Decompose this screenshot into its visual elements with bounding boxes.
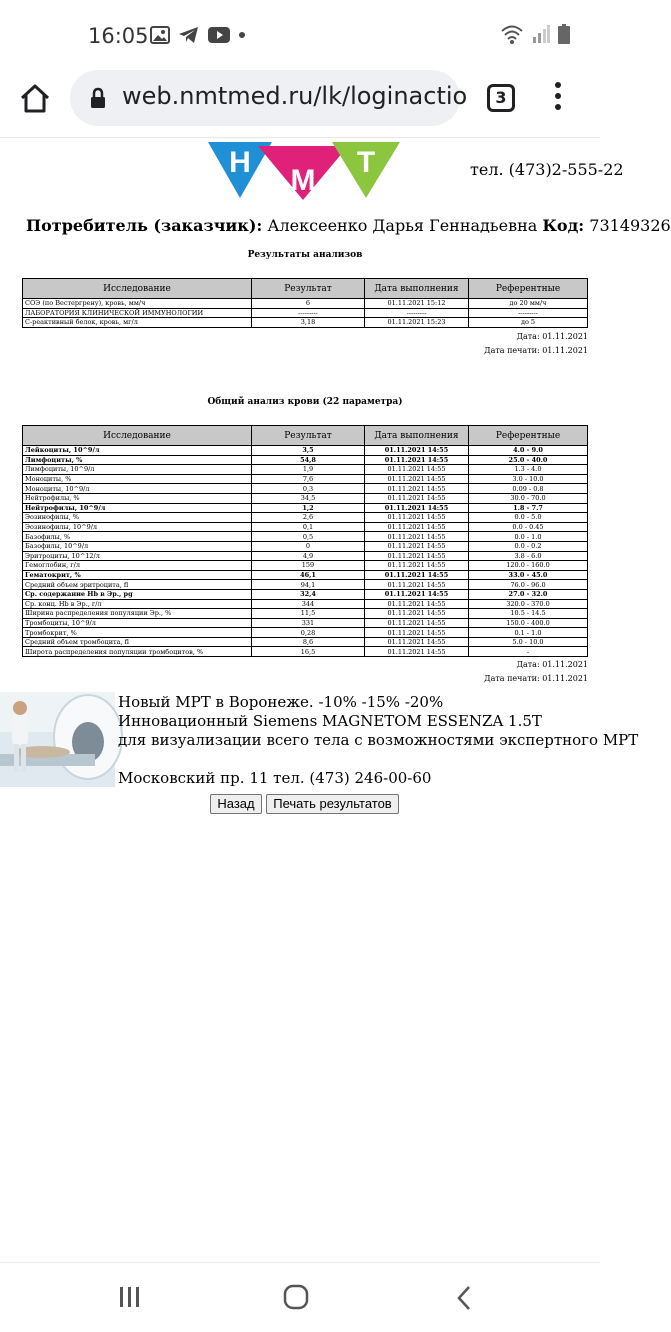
- cell-result: 1,2: [252, 503, 365, 513]
- cell-study: Моноциты, 10^9/л: [23, 484, 252, 494]
- table-row: [23, 618, 588, 628]
- cell-result: 16,5: [252, 647, 365, 657]
- cell-reference: 4.0 - 9.0: [469, 446, 588, 456]
- cell-reference: 30.0 - 70.0: [469, 493, 588, 503]
- table-row: [23, 493, 588, 503]
- table-row: [23, 299, 588, 309]
- cell-date: 01.11.2021 14:55: [365, 609, 469, 619]
- cell-study: Моноциты, %: [23, 474, 252, 484]
- url-text[interactable]: web.nmtmed.ru/lk/loginactio: [122, 82, 468, 110]
- patient-line: [26, 216, 671, 235]
- cell-study: Ср. содержание Hb в Эр., pg: [23, 589, 252, 599]
- table-row: [23, 570, 588, 580]
- cell-reference: -: [469, 647, 588, 657]
- cell-date: 01.11.2021 14:55: [365, 618, 469, 628]
- cell-date: 01.11.2021 14:55: [365, 599, 469, 609]
- logo-letter-m: М: [290, 164, 316, 197]
- section2-date: Дата: 01.11.2021: [516, 660, 588, 669]
- cell-date: 01.11.2021 14:55: [365, 580, 469, 590]
- cell-date: 01.11.2021 14:55: [365, 589, 469, 599]
- cell-date: 01.11.2021 14:55: [365, 465, 469, 475]
- cell-result: 8,6: [252, 637, 365, 647]
- cell-reference: 0.1 - 1.0: [469, 628, 588, 638]
- col-header-study: Исследование: [23, 279, 252, 299]
- cell-study: Лимфоциты, 10^9/л: [23, 465, 252, 475]
- dot-icon: [238, 31, 246, 39]
- cell-reference: 33.0 - 45.0: [469, 570, 588, 580]
- tab-switcher-button[interactable]: 3: [487, 84, 515, 112]
- youtube-icon: [208, 27, 230, 43]
- cell-result: 159: [252, 561, 365, 571]
- col-header-reference: Референтные: [469, 279, 588, 299]
- back-button[interactable]: Назад: [210, 794, 262, 814]
- cell-date: 01.11.2021 15:23: [365, 318, 469, 328]
- cell-reference: до 5: [469, 318, 588, 328]
- code-value: 73149326: [589, 216, 671, 235]
- patient-name: Алексеенко Дарья Геннадьевна: [267, 216, 538, 235]
- cell-study: Гемоглобин, г/л: [23, 561, 252, 571]
- cell-reference: 120.0 - 160.0: [469, 561, 588, 571]
- cell-study: Широта распределения популяции тромбоцитов, %: [23, 647, 252, 657]
- table-row: [23, 474, 588, 484]
- cell-reference: до 20 мм/ч: [469, 299, 588, 309]
- cell-result: 0: [252, 541, 365, 551]
- cell-result: 0,28: [252, 628, 365, 638]
- cell-reference: 1.8 - 7.7: [469, 503, 588, 513]
- cell-result: 1,9: [252, 465, 365, 475]
- cell-reference: 320.0 - 370.0: [469, 599, 588, 609]
- cell-result: 4,9: [252, 551, 365, 561]
- cell-result: ---------: [252, 308, 365, 318]
- browser-toolbar: [0, 70, 600, 138]
- table-row: [23, 465, 588, 475]
- cell-study: ЛАБОРАТОРИЯ КЛИНИЧЕСКОЙ ИММУНОЛОГИИ: [23, 308, 252, 318]
- cell-reference: 0.0 - 1.0: [469, 532, 588, 542]
- home-nav-icon[interactable]: [283, 1284, 309, 1310]
- wifi-icon: [500, 24, 524, 44]
- cell-reference: 0.0 - 0.2: [469, 541, 588, 551]
- cell-study: Тромбоциты, 10^9/л: [23, 618, 252, 628]
- cell-date: 01.11.2021 14:55: [365, 570, 469, 580]
- cell-study: Нейтрофилы, 10^9/л: [23, 503, 252, 513]
- cell-date: 01.11.2021 14:55: [365, 513, 469, 523]
- cell-study: Средний объем эритроцита, fl: [23, 580, 252, 590]
- table-row: [23, 513, 588, 523]
- recent-apps-icon[interactable]: [118, 1285, 142, 1309]
- table-row: [23, 637, 588, 647]
- cell-result: 34,5: [252, 493, 365, 503]
- cell-date: 01.11.2021 14:55: [365, 493, 469, 503]
- patient-label: Потребитель (заказчик):: [26, 216, 263, 235]
- table-row: [23, 561, 588, 571]
- table-row: [23, 551, 588, 561]
- cell-study: Ср. конц. Hb в Эр., г/л: [23, 599, 252, 609]
- cell-study: Лимфоциты, %: [23, 455, 252, 465]
- cell-result: 54,8: [252, 455, 365, 465]
- cell-result: 11,5: [252, 609, 365, 619]
- table-row: [23, 446, 588, 456]
- logo-letter-t: Т: [356, 146, 376, 179]
- cell-reference: 0.0 - 0.45: [469, 522, 588, 532]
- table-row: [23, 541, 588, 551]
- cell-reference: 0.0 - 5.0: [469, 513, 588, 523]
- mri-ad-image[interactable]: [0, 692, 115, 787]
- battery-icon: [558, 24, 570, 44]
- cell-date: 01.11.2021 15:12: [365, 299, 469, 309]
- cell-result: 344: [252, 599, 365, 609]
- table-row: [23, 599, 588, 609]
- cell-study: СОЭ (по Вестергрену), кровь, мм/ч: [23, 299, 252, 309]
- cell-date: 01.11.2021 14:55: [365, 561, 469, 571]
- phone-number: тел. (473)2-555-22: [470, 160, 624, 179]
- home-icon[interactable]: [18, 82, 52, 116]
- nmt-logo: [208, 140, 400, 200]
- cell-study: Эозинофилы, %: [23, 513, 252, 523]
- table-row: [23, 532, 588, 542]
- cell-result: 3,18: [252, 318, 365, 328]
- cell-result: 2,6: [252, 513, 365, 523]
- cell-result: 32,4: [252, 589, 365, 599]
- cell-study: Средний объем тромбоцита, fl: [23, 637, 252, 647]
- cell-reference: 3.0 - 10.0: [469, 474, 588, 484]
- col-header-result: Результат: [252, 279, 365, 299]
- more-menu-icon[interactable]: [551, 82, 565, 116]
- print-results-button[interactable]: Печать результатов: [266, 794, 399, 814]
- cell-reference: 0.09 - 0.8: [469, 484, 588, 494]
- cell-result: 0,1: [252, 522, 365, 532]
- cell-study: Ширина распределения популяции Эр., %: [23, 609, 252, 619]
- section1-print-date: Дата печати: 01.11.2021: [484, 346, 588, 355]
- cell-reference: 27.0 - 32.0: [469, 589, 588, 599]
- mri-ad-text[interactable]: [118, 693, 638, 788]
- cell-date: 01.11.2021 14:55: [365, 628, 469, 638]
- cell-date: 01.11.2021 14:55: [365, 647, 469, 657]
- col-header-study: Исследование: [23, 426, 252, 446]
- table-row: [23, 628, 588, 638]
- cell-reference: ---------: [469, 308, 588, 318]
- cell-date: 01.11.2021 14:55: [365, 455, 469, 465]
- cell-study: Нейтрофилы, %: [23, 493, 252, 503]
- cell-study: Эритроциты, 10^12/л: [23, 551, 252, 561]
- col-header-date: Дата выполнения: [365, 426, 469, 446]
- col-header-reference: Референтные: [469, 426, 588, 446]
- table-row: [23, 609, 588, 619]
- cell-reference: 10.5 - 14.5: [469, 609, 588, 619]
- cell-result: 0,5: [252, 532, 365, 542]
- cbc-table: [22, 425, 588, 657]
- ad-line-1: Новый МРТ в Воронеже. -10% -15% -20%: [118, 693, 444, 711]
- cell-date: 01.11.2021 14:55: [365, 541, 469, 551]
- table-row: [23, 503, 588, 513]
- system-nav-bar: [0, 1262, 600, 1332]
- ad-line-3: для визуализации всего тела с возможностями экспертного МРТ: [118, 731, 639, 749]
- cell-study: Тромбокрит, %: [23, 628, 252, 638]
- cell-result: 331: [252, 618, 365, 628]
- col-header-date: Дата выполнения: [365, 279, 469, 299]
- lock-icon: [90, 88, 106, 108]
- cell-date: 01.11.2021 14:55: [365, 503, 469, 513]
- web-page: [0, 140, 671, 1262]
- cell-date: 01.11.2021 14:55: [365, 551, 469, 561]
- cell-study: С-реактивный белок, кровь, мг/л: [23, 318, 252, 328]
- cell-study: Эозинофилы, 10^9/л: [23, 522, 252, 532]
- cell-study: Базофилы, %: [23, 532, 252, 542]
- section-title-cbc: Общий анализ крови (22 параметра): [207, 397, 403, 407]
- section-title-results: Результаты анализов: [247, 250, 363, 260]
- results-table: [22, 278, 588, 328]
- cell-reference: 76.0 - 96.0: [469, 580, 588, 590]
- section1-date: Дата: 01.11.2021: [516, 332, 588, 341]
- table-row: [23, 455, 588, 465]
- cell-result: 46,1: [252, 570, 365, 580]
- cell-date: 01.11.2021 14:55: [365, 474, 469, 484]
- address-bar[interactable]: [70, 70, 468, 126]
- cell-result: 3,5: [252, 446, 365, 456]
- cell-reference: 3.8 - 6.0: [469, 551, 588, 561]
- table-row: [23, 484, 588, 494]
- cell-date: 01.11.2021 14:55: [365, 532, 469, 542]
- table-row: [23, 318, 588, 328]
- cell-date: 01.11.2021 14:55: [365, 637, 469, 647]
- table-row: [23, 308, 588, 318]
- cell-result: 0,3: [252, 484, 365, 494]
- cell-reference: 1.3 - 4.0: [469, 465, 588, 475]
- cell-date: 01.11.2021 14:55: [365, 522, 469, 532]
- logo-letter-n: Н: [229, 146, 251, 179]
- signal-icon: [532, 25, 550, 43]
- cell-result: 6: [252, 299, 365, 309]
- gallery-icon: [150, 26, 170, 44]
- cell-result: 7,6: [252, 474, 365, 484]
- status-bar: [0, 0, 600, 70]
- status-time: 16:05: [88, 24, 149, 48]
- cell-result: 94,1: [252, 580, 365, 590]
- cell-study: Лейкоциты, 10^9/л: [23, 446, 252, 456]
- cell-reference: 5.0 - 10.0: [469, 637, 588, 647]
- ad-line-2: Инновационный Siemens MAGNETOM ESSENZA 1.5T: [118, 712, 542, 730]
- table-row: [23, 522, 588, 532]
- cell-date: 01.11.2021 14:55: [365, 484, 469, 494]
- table-row: [23, 589, 588, 599]
- back-nav-icon[interactable]: [455, 1285, 473, 1311]
- table-row: [23, 580, 588, 590]
- cell-reference: 150.0 - 400.0: [469, 618, 588, 628]
- table-row: [23, 647, 588, 657]
- cell-reference: 25.0 - 40.0: [469, 455, 588, 465]
- col-header-result: Результат: [252, 426, 365, 446]
- ad-line-4: Московский пр. 11 тел. (473) 246-00-60: [118, 769, 432, 787]
- cell-study: Гематокрит, %: [23, 570, 252, 580]
- cell-date: ---------: [365, 308, 469, 318]
- cell-study: Базофилы, 10^9/л: [23, 541, 252, 551]
- cell-date: 01.11.2021 14:55: [365, 446, 469, 456]
- telegram-icon: [178, 26, 200, 44]
- code-label: Код:: [542, 216, 585, 235]
- section2-print-date: Дата печати: 01.11.2021: [484, 674, 588, 683]
